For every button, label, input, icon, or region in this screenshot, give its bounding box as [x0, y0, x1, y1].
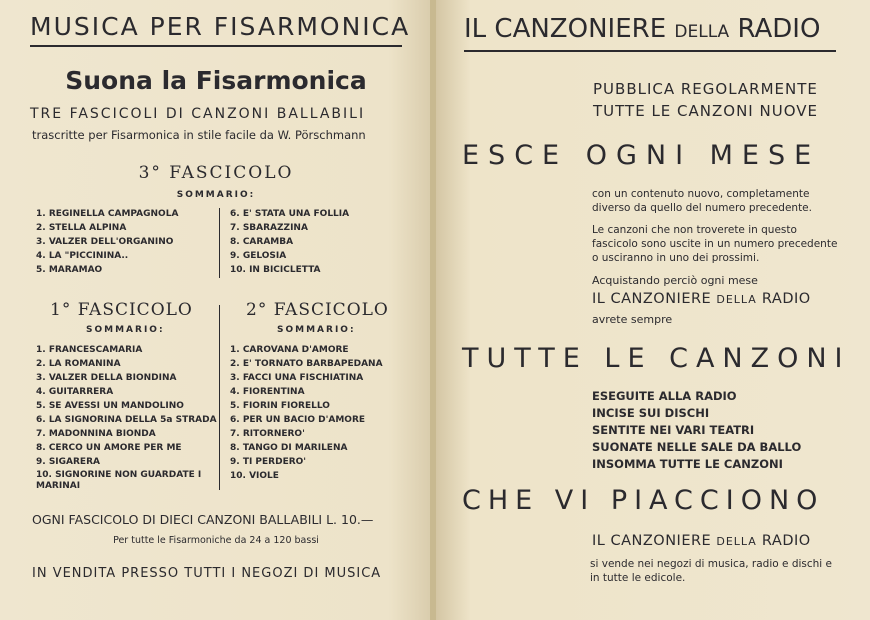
canzoniere-text: IL CANZONIERE: [592, 291, 712, 307]
list-item: SUONATE NELLE SALE DA BALLO: [592, 440, 802, 454]
list-item: 5. MARAMAO: [36, 265, 103, 275]
canzoniere-radio: RADIO: [761, 291, 811, 307]
list-item: INCISE SUI DISCHI: [592, 406, 710, 420]
che-vi-piacciono: CHE VI PIACCIONO: [462, 485, 825, 516]
list-item: 1. REGINELLA CAMPAGNOLA: [36, 209, 179, 219]
left-title: Suona la Fisarmonica: [65, 66, 367, 95]
fascicolo-2-list: [230, 343, 383, 483]
canzoniere-text: IL CANZONIERE: [592, 533, 712, 549]
list-item: 10. VIOLE: [230, 471, 279, 481]
list-item: 6. E' STATA UNA FOLLIA: [230, 209, 350, 219]
right-header-small: DELLA: [674, 22, 730, 42]
canzoni-list: [592, 388, 801, 473]
left-header: MUSICA PER FISARMONICA: [30, 12, 411, 41]
list-item: 7. MADONNINA BIONDA: [36, 429, 156, 439]
canzoniere-della: DELLA: [716, 535, 757, 548]
list-item: 5. SE AVESSI UN MANDOLINO: [36, 401, 184, 411]
right-header-main: IL CANZONIERE: [464, 14, 667, 44]
list-item: SENTITE NEI VARI TEATRI: [592, 423, 755, 437]
list-item: 10. IN BICICLETTA: [230, 265, 321, 275]
pubblica-line-2: TUTTE LE CANZONI NUOVE: [593, 102, 818, 120]
list-item: 7. SBARAZZINA: [230, 223, 308, 233]
list-item: 2. STELLA ALPINA: [36, 223, 127, 233]
esce-ogni-mese: ESCE OGNI MESE: [462, 140, 821, 171]
canzoniere-mention-2: [592, 533, 811, 549]
avrete-line: avrete sempre: [592, 313, 673, 326]
list-item: 9. GELOSIA: [230, 251, 287, 261]
list-item: 3. VALZER DELLA BIONDINA: [36, 373, 177, 383]
fascicolo-3-col1: [36, 207, 178, 277]
list-item: 8. TANGO DI MARILENA: [230, 443, 348, 453]
fascicolo-3-divider: [219, 208, 220, 278]
fascicolo-3-sommario: SOMMARIO:: [176, 190, 256, 200]
fascicolo-2-heading: 2° FASCICOLO: [246, 300, 389, 320]
transcribed-note: trascritte per Fisarmonica in stile facile da W. Pörschmann: [32, 128, 366, 142]
canzoni-non-paragraph: Le canzoni che non troverete in questo fascicolo sono uscite in un numero precedente o usciranno in uno dei prossimi.: [592, 224, 838, 264]
left-subtitle: TRE FASCICOLI DI CANZONI BALLABILI: [30, 106, 366, 122]
list-item: ESEGUITE ALLA RADIO: [592, 389, 737, 403]
list-item: 4. LA "PICCININA..: [36, 251, 129, 261]
fascicolo-1-list: [36, 343, 216, 493]
list-item: 1. CAROVANA D'AMORE: [230, 345, 349, 355]
list-item: 8. CARAMBA: [230, 237, 294, 247]
list-item: 3. VALZER DELL'ORGANINO: [36, 237, 174, 247]
pubblica-block: [593, 78, 818, 122]
fascicolo-2-sommario: SOMMARIO:: [277, 325, 356, 335]
list-item: 10. SIGNORINE NON GUARDATE I MARINAI: [36, 470, 202, 491]
list-item: 2. E' TORNATO BARBAPEDANA: [230, 359, 383, 369]
canzoniere-mention-1: [592, 291, 811, 307]
canzoniere-della: DELLA: [716, 293, 757, 306]
list-item: 6. PER UN BACIO D'AMORE: [230, 415, 366, 425]
list-item: 9. SIGARERA: [36, 457, 100, 467]
right-header-rule: [464, 50, 836, 52]
fascicolo-1-heading: 1° FASCICOLO: [50, 300, 193, 320]
fascicolo-1-2-divider: [219, 305, 220, 490]
list-item: 1. FRANCESCAMARIA: [36, 345, 143, 355]
price-line: OGNI FASCICOLO DI DIECI CANZONI BALLABILI L. 10.—: [32, 512, 374, 527]
list-item: 4. GUITARRERA: [36, 387, 114, 397]
left-header-rule: [30, 45, 402, 47]
right-header: [464, 14, 820, 44]
pubblica-line-1: PUBBLICA REGOLARMENTE: [593, 80, 818, 98]
canzoniere-radio: RADIO: [761, 533, 811, 549]
left-page: [0, 0, 432, 620]
right-header-radio: RADIO: [737, 14, 821, 44]
list-item: 8. CERCO UN AMORE PER ME: [36, 443, 182, 453]
tutte-le-canzoni: TUTTE LE CANZONI: [462, 343, 851, 374]
si-vende-paragraph: si vende nei negozi di musica, radio e dischi e in tutte le edicole.: [590, 558, 833, 584]
in-vendita-line: IN VENDITA PRESSO TUTTI I NEGOZI DI MUSICA: [32, 566, 382, 581]
list-item: 5. FIORIN FIORELLO: [230, 401, 330, 411]
list-item: 3. FACCI UNA FISCHIATINA: [230, 373, 364, 383]
list-item: INSOMMA TUTTE LE CANZONI: [592, 457, 783, 471]
contenuto-paragraph: con un contenuto nuovo, completamente diverso da quello del numero precedente.: [592, 188, 812, 214]
list-item: 6. LA SIGNORINA DELLA 5a STRADA: [36, 415, 217, 425]
list-item: 4. FIORENTINA: [230, 387, 305, 397]
fascicolo-3-heading: 3° FASCICOLO: [138, 163, 294, 183]
acquistando-line: Acquistando perciò ogni mese: [592, 274, 758, 287]
fascicolo-3-col2: [230, 207, 349, 277]
list-item: 7. RITORNERO': [230, 429, 305, 439]
fascicolo-1-sommario: SOMMARIO:: [86, 325, 165, 335]
list-item: 2. LA ROMANINA: [36, 359, 121, 369]
bassi-note: Per tutte le Fisarmoniche da 24 a 120 bassi: [113, 535, 319, 546]
list-item: 9. TI PERDERO': [230, 457, 307, 467]
